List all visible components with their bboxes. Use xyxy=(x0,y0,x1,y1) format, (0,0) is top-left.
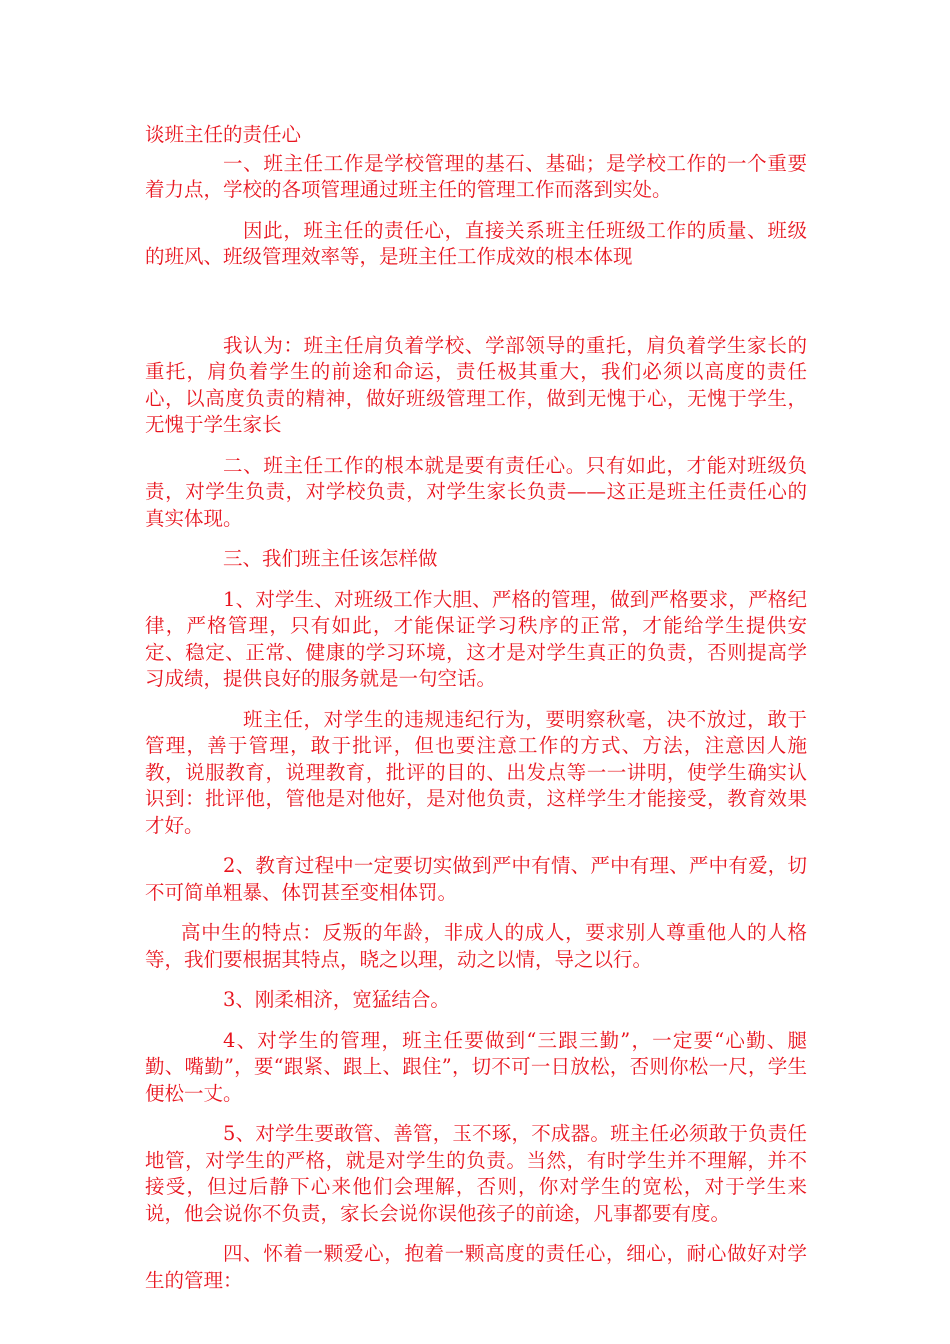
paragraph-11: 4、对学生的管理，班主任要做到“三跟三勤”，一定要“心勤、腿勤、嘴勤”，要“跟紧、跟上、跟住”，切不可一日放松，否则你松一尺，学生便松一丈。 xyxy=(145,1028,807,1105)
paragraph-2: 因此，班主任的责任心，直接关系班主任班级工作的质量、班级的班风、班级管理效率等，是班主任工作成效的根本体现 xyxy=(145,218,807,268)
document-title: 谈班主任的责任心 xyxy=(145,123,302,146)
paragraph-1: 一、班主任工作是学校管理的基石、基础；是学校工作的一个重要着力点，学校的各项管理通过班主任的管理工作而落到实处。 xyxy=(145,151,807,201)
paragraph-8: 2、教育过程中一定要切实做到严中有情、严中有理、严中有爱，切不可简单粗暴、体罚甚至变相体罚。 xyxy=(145,854,807,904)
paragraph-3: 我认为：班主任肩负着学校、学部领导的重托，肩负着学生家长的重托，肩负着学生的前途和命运，责任极其重大，我们必须以高度的责任心，以高度负责的精神，做好班级管理工作，做到无愧于心，无愧于学生，无愧于学生家长 xyxy=(145,333,807,436)
paragraph-13: 四、怀着一颗爱心，抱着一颗高度的责任心，细心，耐心做好对学生的管理： xyxy=(145,1242,807,1292)
document-page xyxy=(145,122,807,1298)
paragraph-6: 1、对学生、对班级工作大胆、严格的管理，做到严格要求，严格纪律，严格管理，只有如此，才能保证学习秩序的正常，才能给学生提供安定、稳定、正常、健康的学习环境，这才是对学生真正的负责，否则提高学习成绩，提供良好的服务就是一句空话。 xyxy=(145,587,807,690)
paragraph-7: 班主任，对学生的违规违纪行为，要明察秋毫，决不放过，敢于管理，善于管理，敢于批评，但也要注意工作的方式、方法，注意因人施教，说服教育，说理教育，批评的目的、出发点等一一讲明，使学生确实认识到：批评他，管他是对他好，是对他负责，这样学生才能接受，教育效果才好。 xyxy=(145,707,807,837)
paragraph-9: 高中生的特点：反叛的年龄，非成人的成人，要求别人尊重他人的人格等，我们要根据其特点，晓之以理，动之以情，导之以行。 xyxy=(145,921,807,971)
paragraph-12: 5、对学生要敢管、善管，玉不琢，不成器。班主任必须敢于负责任地管，对学生的严格，就是对学生的负责。当然，有时学生并不理解，并不接受，但过后静下心来他们会理解，否则，你对学生的宽松，对于学生来说，他会说你不负责，家长会说你误他孩子的前途，凡事都要有度。 xyxy=(145,1122,807,1225)
paragraph-10: 3、刚柔相济，宽猛结合。 xyxy=(223,988,450,1011)
paragraph-4: 二、班主任工作的根本就是要有责任心。只有如此，才能对班级负责，对学生负责，对学校负责，对学生家长负责——这正是班主任责任心的真实体现。 xyxy=(145,453,807,530)
paragraph-5: 三、我们班主任该怎样做 xyxy=(223,547,438,570)
